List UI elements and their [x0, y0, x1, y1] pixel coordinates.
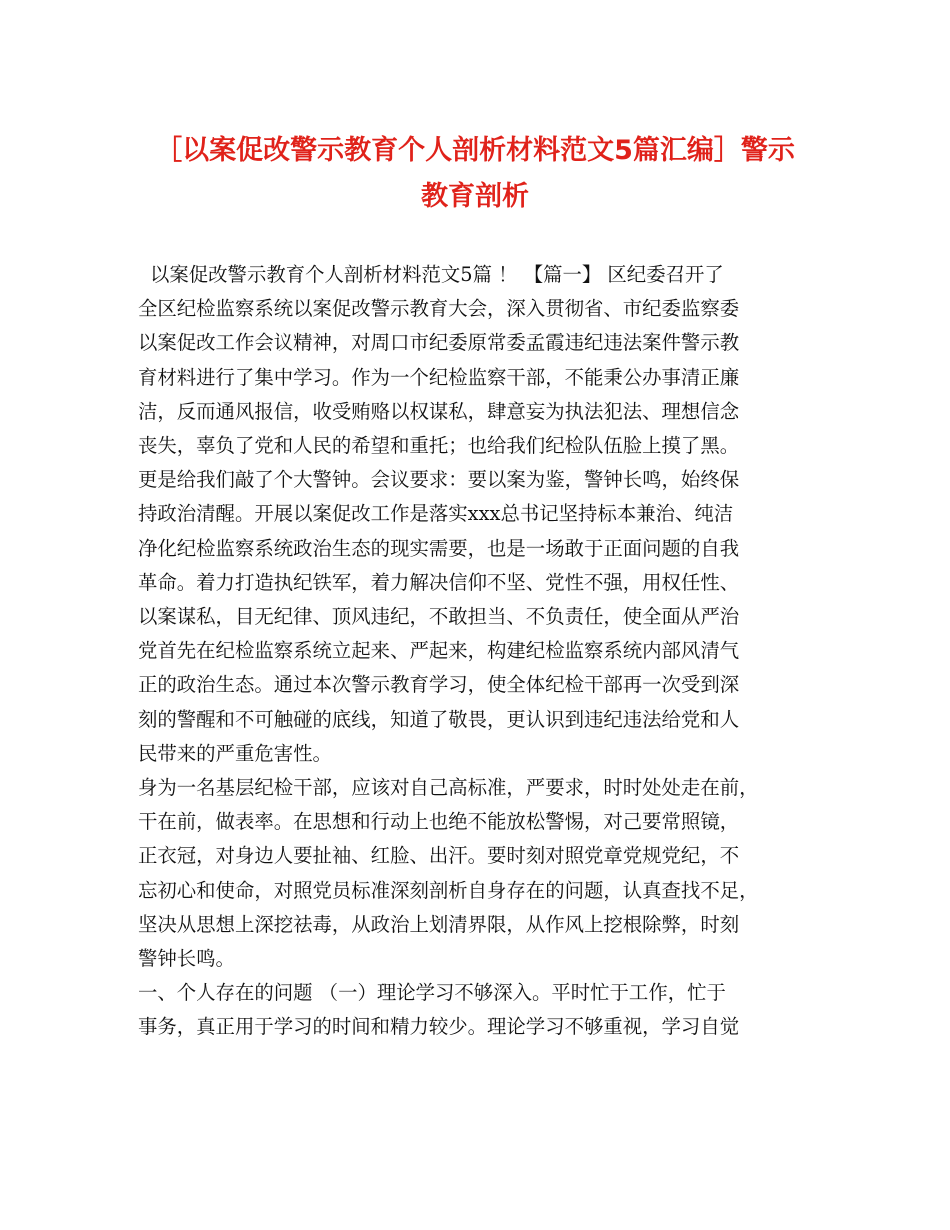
body-line: 持政治清醒。开展以案促改工作是落实xxx总书记坚持标本兼治、纯洁: [138, 502, 734, 526]
body-line: 革命。着力打造执纪铁军，着力解决信仰不坚、党性不强，用权任性、: [138, 570, 740, 594]
body-line: 刻的警醒和不可触碰的底线，知道了敬畏，更认识到违纪违法给党和人: [138, 707, 740, 731]
body-line: 忘初心和使命，对照党员标准深刻剖析自身存在的问题，认真查找不足，: [138, 878, 759, 902]
body-line: 一、个人存在的问题 （一）理论学习不够深入。平时忙于工作，忙于: [138, 981, 726, 1005]
body-line: 以案促改警示教育个人剖析材料范文5篇 ！ 【篇一】 区纪委召开了: [150, 263, 724, 286]
title-line-2: 教育剖析: [421, 181, 529, 212]
body-line: 更是给我们敲了个大警钟。会议要求：要以案为鉴，警钟长鸣，始终保: [138, 468, 740, 492]
body-line: 育材料进行了集中学习。作为一个纪检监察干部，不能秉公办事清正廉: [138, 365, 740, 389]
document-body: [138, 258, 828, 1045]
body-line: 坚决从思想上深挖祛毒，从政治上划清界限，从作风上挖根除弊，时刻: [138, 912, 740, 936]
body-line: 干在前，做表率。在思想和行动上也绝不能放松警惕，对己要常照镜，: [138, 810, 740, 834]
body-line: 以案促改工作会议精神，对周口市纪委原常委孟霞违纪违法案件警示教: [138, 331, 740, 355]
title-line-1: ［以案促改警示教育个人剖析材料范文5篇汇编］警示: [155, 135, 795, 166]
body-line: 全区纪检监察系统以案促改警示教育大会，深入贯彻省、市纪委监察委: [138, 297, 740, 321]
body-line: 洁，反而通风报信，收受贿赂以权谋私，肆意妄为执法犯法、理想信念: [138, 399, 740, 423]
body-line: 党首先在纪检监察系统立起来、严起来，构建纪检监察系统内部风清气: [138, 639, 740, 663]
body-line: 身为一名基层纪检干部，应该对自己高标准，严要求，时时处处走在前，: [138, 776, 759, 800]
document-title: [120, 128, 830, 220]
body-line: 警钟长鸣。: [138, 947, 235, 971]
body-line: 丧失，辜负了党和人民的希望和重托；也给我们纪检队伍脸上摸了黑。: [138, 434, 740, 458]
body-line: 事务，真正用于学习的时间和精力较少。理论学习不够重视，学习自觉: [138, 1015, 740, 1039]
body-line: 以案谋私，目无纪律、顶风违纪，不敢担当、不负责任，使全面从严治: [138, 605, 740, 629]
body-line: 净化纪检监察系统政治生态的现实需要，也是一场敢于正面问题的自我: [138, 536, 740, 560]
body-line: 正衣冠，对身边人要扯袖、红脸、出汗。要时刻对照党章党规党纪，不: [138, 844, 740, 868]
body-line: 正的政治生态。通过本次警示教育学习，使全体纪检干部再一次受到深: [138, 673, 740, 697]
body-line: 民带来的严重危害性。: [138, 741, 332, 765]
